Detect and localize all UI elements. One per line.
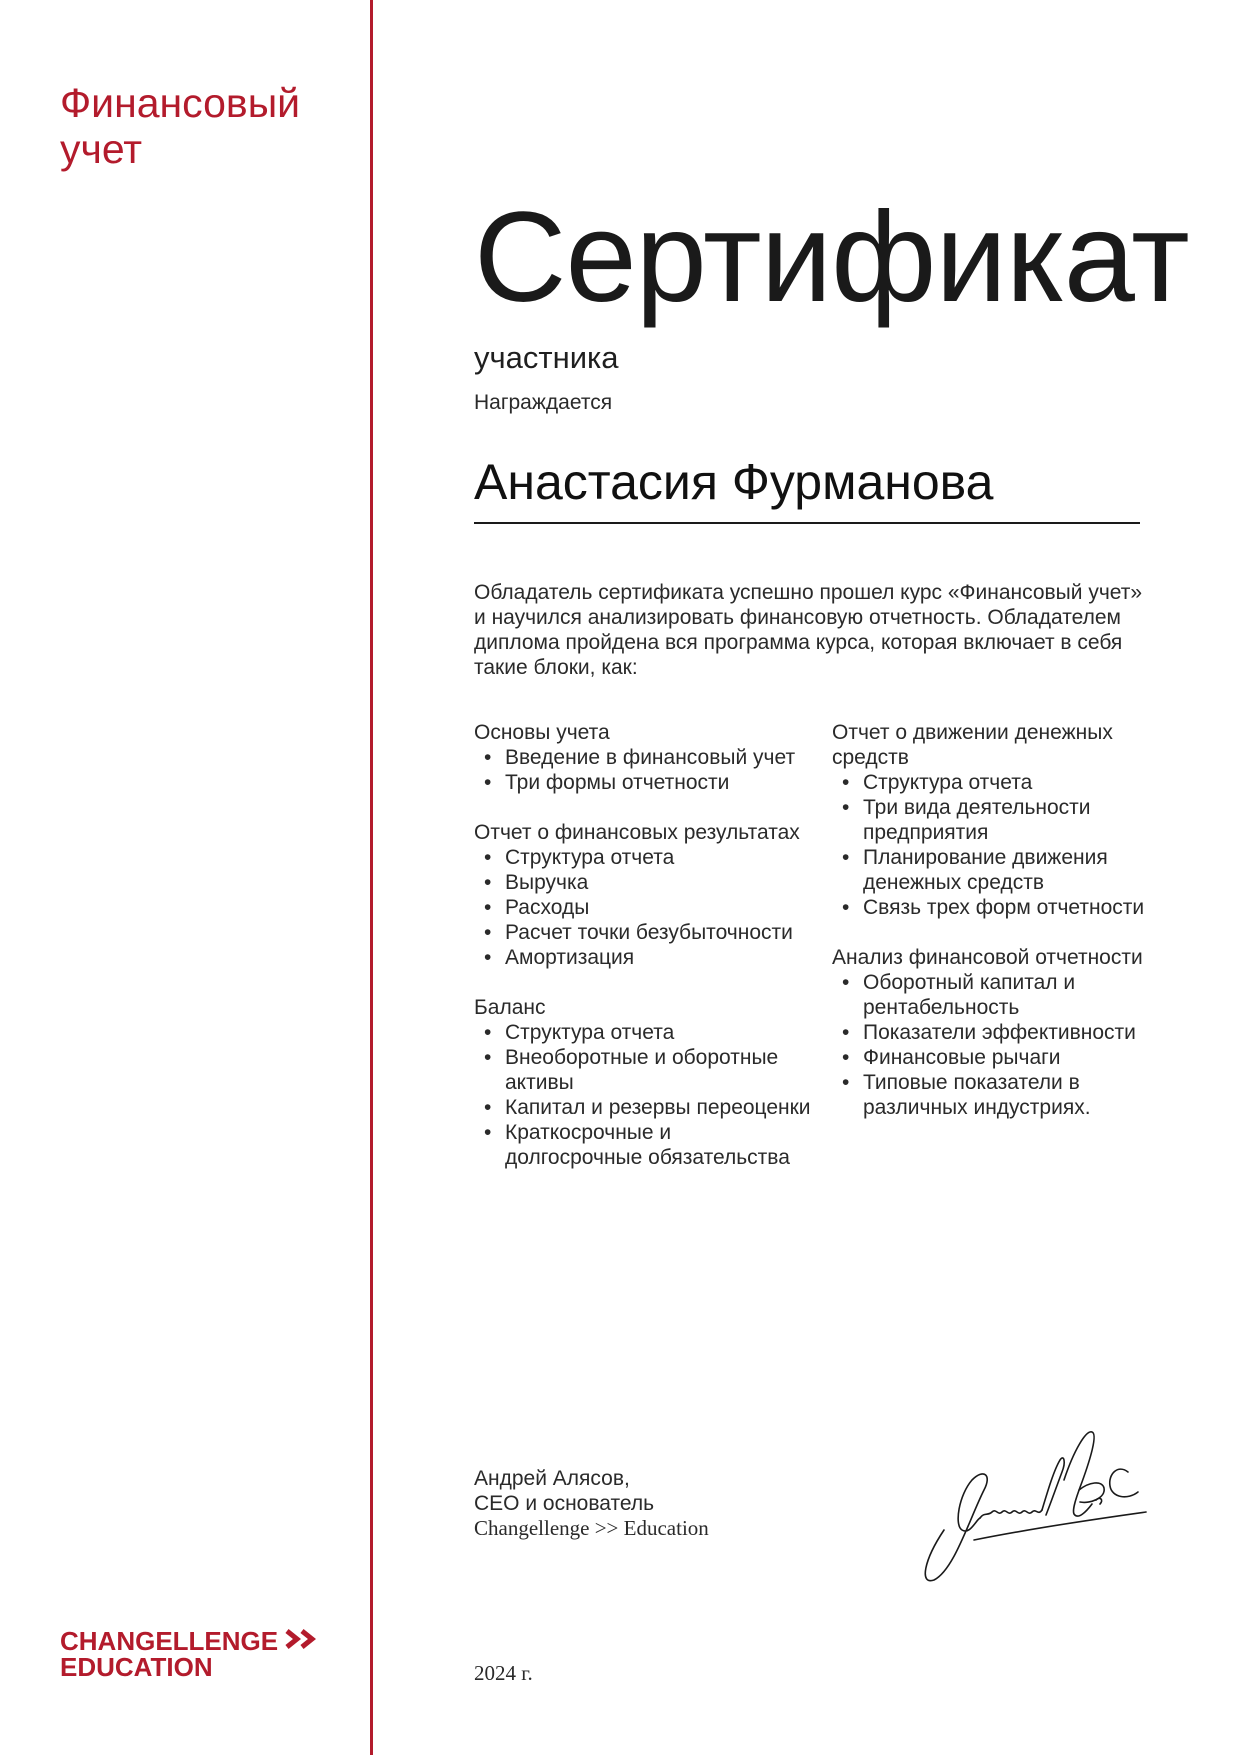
module-item: • Структура отчета: [832, 770, 1172, 795]
module-title: Отчет о движении денежных средств: [832, 721, 1113, 769]
module-item: • Оборотный капитал и рентабельность: [832, 970, 1172, 1020]
module-item: • Структура отчета: [474, 845, 814, 870]
signer-company: Changellenge >> Education: [474, 1516, 709, 1540]
handwritten-signature: [914, 1420, 1154, 1590]
module-items: [474, 845, 814, 970]
modules-left-column: [474, 720, 814, 1195]
module-block: [832, 720, 1172, 920]
module-item: • Три формы отчетности: [474, 770, 814, 795]
certificate-year: 2024 г.: [474, 1661, 533, 1685]
signer-name: Андрей Алясов,: [474, 1467, 630, 1490]
brand-logo-line2: EDUCATION: [60, 1652, 213, 1683]
module-item: • Три вида деятельности предприятия: [832, 795, 1172, 845]
certificate-description: Обладатель сертификата успешно прошел курс «Финансовый учет» и научился анализировать финансовую отчетность. Обладателем диплома пройдена вся программа курса, которая включает в себя такие блоки, как:: [474, 581, 1143, 679]
module-title: Основы учета: [474, 721, 610, 744]
certificate-subtitle: участника: [474, 340, 619, 375]
module-item: • Выручка: [474, 870, 814, 895]
vertical-divider: [370, 0, 373, 1755]
module-item: • Расчет точки безубыточности: [474, 920, 814, 945]
module-item: • Связь трех форм отчетности: [832, 895, 1172, 920]
name-underline: [474, 522, 1140, 524]
module-block: [474, 995, 814, 1170]
brand-logo-line1: CHANGELLENGE: [60, 1626, 279, 1656]
module-title: Отчет о финансовых результатах: [474, 821, 800, 844]
recipient-name: Анастасия Фурманова: [474, 454, 994, 510]
course-title: Финансовый учет: [60, 80, 301, 172]
module-item: • Структура отчета: [474, 1020, 814, 1045]
module-block: [474, 720, 814, 795]
double-chevron-icon: [284, 1628, 318, 1654]
awarded-label: Награждается: [474, 391, 613, 414]
module-title: Баланс: [474, 996, 546, 1019]
module-block: [832, 945, 1172, 1120]
brand-logo: [60, 1626, 318, 1683]
signer-block: [474, 1466, 709, 1541]
module-items: [832, 770, 1172, 920]
module-item: • Типовые показатели в различных индустриях.: [832, 1070, 1172, 1120]
module-title: Анализ финансовой отчетности: [832, 946, 1143, 969]
module-items: [474, 745, 814, 795]
module-items: [832, 970, 1172, 1120]
certificate-title: Сертификат: [474, 186, 1189, 329]
module-item: • Капитал и резервы переоценки: [474, 1095, 814, 1120]
module-item: • Внеоборотные и оборотные активы: [474, 1045, 814, 1095]
module-block: [474, 820, 814, 970]
module-item: • Введение в финансовый учет: [474, 745, 814, 770]
module-item: • Планирование движения денежных средств: [832, 845, 1172, 895]
module-items: [474, 1020, 814, 1170]
module-item: • Показатели эффективности: [832, 1020, 1172, 1045]
signer-role: CEO и основатель: [474, 1492, 655, 1515]
modules-right-column: [832, 720, 1172, 1145]
module-item: • Краткосрочные и долгосрочные обязательства: [474, 1120, 814, 1170]
module-item: • Амортизация: [474, 945, 814, 970]
module-item: • Финансовые рычаги: [832, 1045, 1172, 1070]
module-item: • Расходы: [474, 895, 814, 920]
